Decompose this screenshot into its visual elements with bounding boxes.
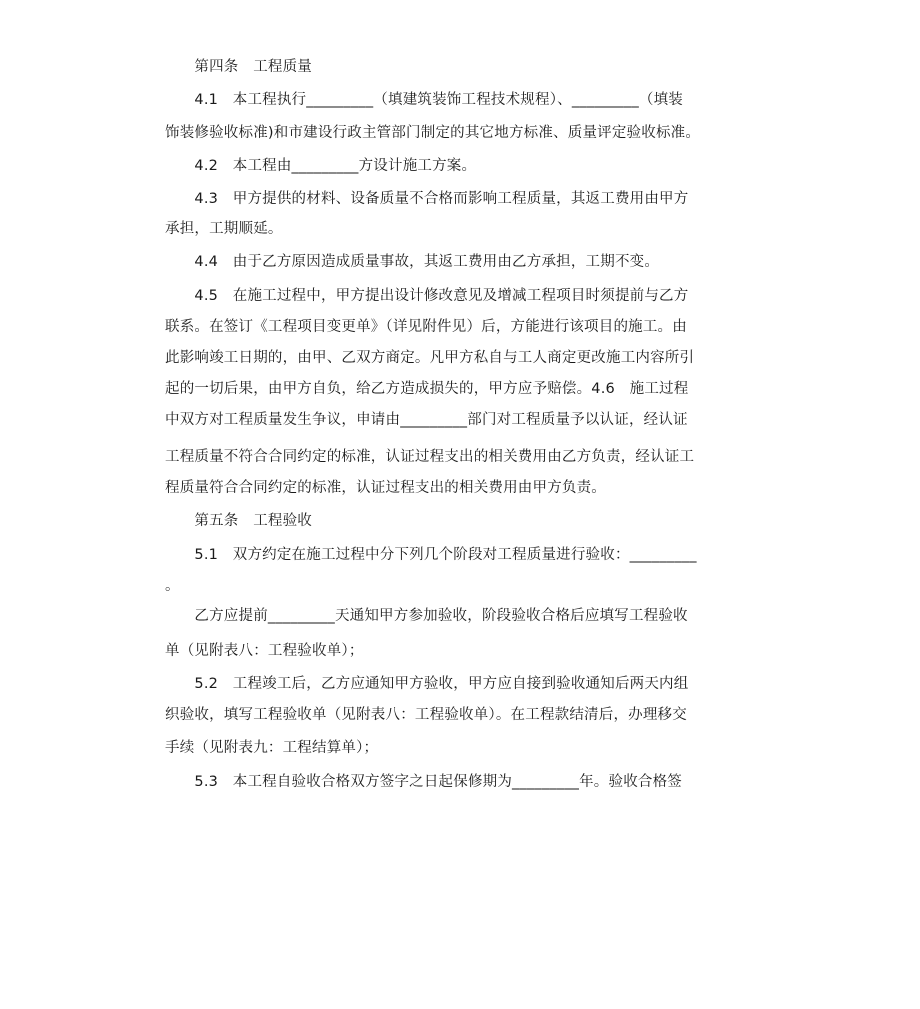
- text-line: 饰装修验收标准)和市建设行政主管部门制定的其它地方标准、质量评定验收标准。: [165, 125, 701, 141]
- text-line: 程质量符合合同约定的标准，认证过程支出的相关费用由甲方负责。: [165, 480, 606, 496]
- text-line: 乙方应提前_________天通知甲方参加验收，阶段验收合格后应填写工程验收: [165, 608, 688, 624]
- section-heading-4: 第四条 工程质量: [165, 59, 312, 75]
- text-line: 工程质量不符合合同约定的标准，认证过程支出的相关费用由乙方负责，经认证工: [165, 449, 695, 465]
- text-line: 。: [165, 578, 180, 594]
- text-line: 5.1 双方约定在施工过程中分下列几个阶段对工程质量进行验收：_________: [165, 547, 697, 563]
- text-line: 手续（见附表九：工程结算单）；: [165, 740, 379, 756]
- text-line: 5.3 本工程自验收合格双方签字之日起保修期为_________年。验收合格签: [165, 774, 683, 790]
- text-line: 联系。在签订《工程项目变更单》（详见附件见）后，方能进行该项目的施工。由: [165, 319, 687, 335]
- text-line: 单（见附表八：工程验收单）；: [165, 643, 364, 659]
- text-line: 承担，工期顺延。: [165, 221, 283, 237]
- section-heading-5: 第五条 工程验收: [165, 513, 312, 529]
- text-line: 织验收，填写工程验收单（见附表八：工程验收单）。在工程款结清后，办理移交: [165, 707, 687, 723]
- text-line: 4.5 在施工过程中，甲方提出设计修改意见及增减工程项目时须提前与乙方: [165, 288, 689, 304]
- text-line: 起的一切后果，由甲方自负，给乙方造成损失的，甲方应予赔偿。4.6 施工过程: [165, 381, 689, 397]
- text-line: 4.2 本工程由_________方设计施工方案。: [165, 158, 477, 174]
- text-line: 此影响竣工日期的，由甲、乙双方商定。凡甲方私自与工人商定更改施工内容所引: [165, 350, 695, 366]
- text-line: 中双方对工程质量发生争议，申请由_________部门对工程质量予以认证，经认证: [165, 412, 688, 428]
- text-line: 5.2 工程竣工后，乙方应通知甲方验收，甲方应自接到验收通知后两天内组: [165, 676, 689, 692]
- text-line: 4.4 由于乙方原因造成质量事故，其返工费用由乙方承担，工期不变。: [165, 254, 660, 270]
- text-line: 4.1 本工程执行_________（填建筑装饰工程技术规程）、_________（填装: [165, 92, 684, 108]
- text-line: 4.3 甲方提供的材料、设备质量不合格而影响工程质量，其返工费用由甲方: [165, 191, 689, 207]
